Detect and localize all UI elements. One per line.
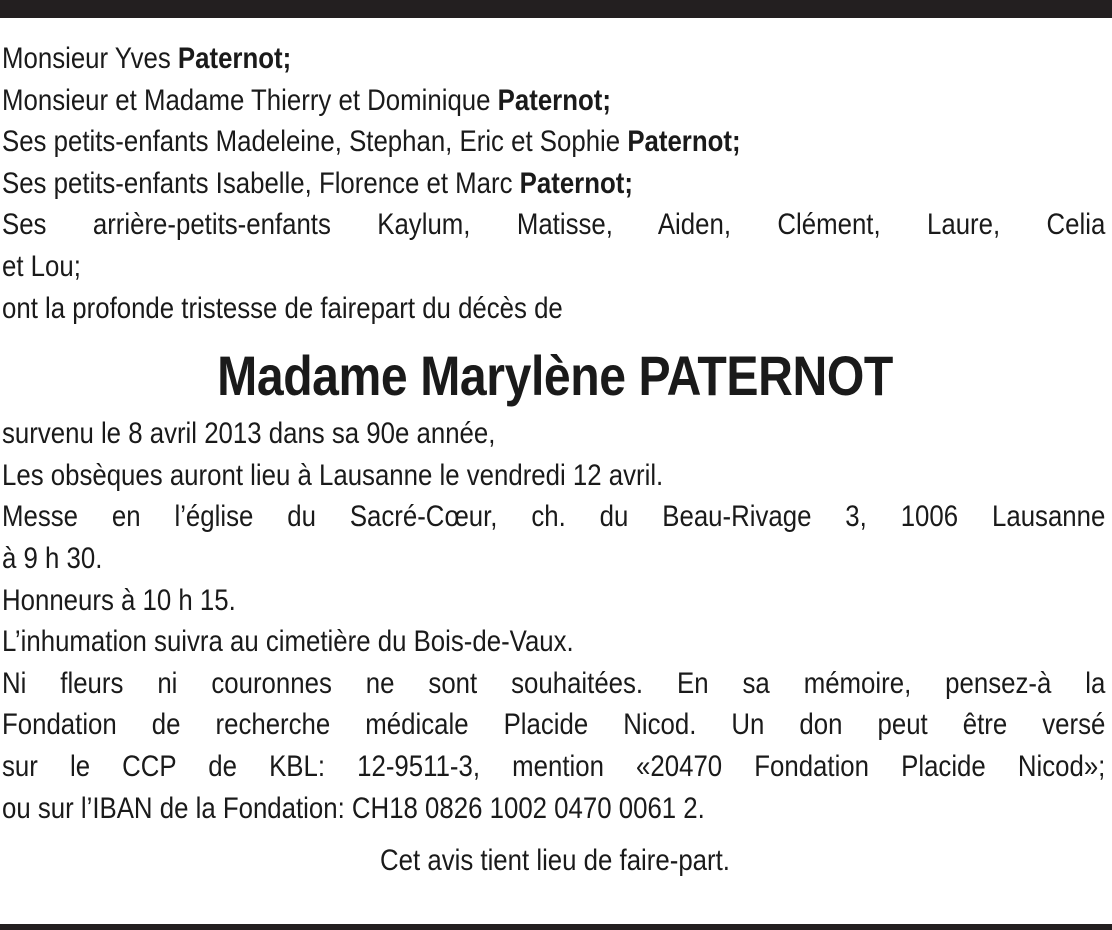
detail-line: Ni fleurs ni couronnes ne sont souhaitées. En sa mémoire, pensez-à la [2,666,1106,700]
family-text: Ses petits-enfants Madeleine, Stephan, Eric et Sophie [2,125,628,159]
detail-line: à 9 h 30. [2,541,103,575]
detail-line: ou sur l’IBAN de la Fondation: CH18 0826 1002 0470 0061 2. [2,791,705,825]
family-surname: Paternot; [177,42,292,75]
announcement-text: ont la profonde tristesse de fairepart du décès de [2,291,563,325]
family-text: Ses arrière-petits-enfants Kaylum, Matisse, Aiden, Clément, Laure, Celia [2,208,1106,242]
family-surname: Paternot; [627,125,741,159]
detail-line: sur le CCP de KBL: 12-9511-3, mention «20470 Fondation Placide Nicod»; [2,749,1106,783]
detail-line: Honneurs à 10 h 15. [2,583,236,617]
announcement-line [2,288,1105,330]
family-line [2,38,1105,80]
footer-note: Cet avis tient lieu de faire-part. [380,844,730,878]
deceased-name: Madame Marylène PATERNOT [217,344,893,408]
family-text: et Lou; [2,249,81,283]
family-text: Monsieur et Madame Thierry et Dominique [2,83,498,117]
family-line [2,80,1105,122]
top-rule [0,0,1112,18]
detail-line: survenu le 8 avril 2013 dans sa 90e année, [2,417,496,451]
detail-line: Fondation de recherche médicale Placide Nicod. Un don peut être versé [2,708,1106,742]
family-line [2,163,1105,205]
detail-line: Messe en l’église du Sacré-Cœur, ch. du Beau-Rivage 3, 1006 Lausanne [2,500,1106,534]
family-surname: Paternot; [497,83,611,117]
family-text: Monsieur Yves [2,42,178,75]
family-line [2,204,1105,246]
obituary-notice [2,38,1108,881]
family-line [2,246,1105,288]
detail-line: Les obsèques auront lieu à Lausanne le vendredi 12 avril. [2,458,664,492]
bottom-rule [0,924,1112,930]
family-line [2,121,1105,163]
family-text: Ses petits-enfants Isabelle, Florence et Marc [2,166,520,200]
detail-line: L’inhumation suivra au cimetière du Bois-de-Vaux. [2,625,574,659]
family-surname: Paternot; [519,166,633,200]
